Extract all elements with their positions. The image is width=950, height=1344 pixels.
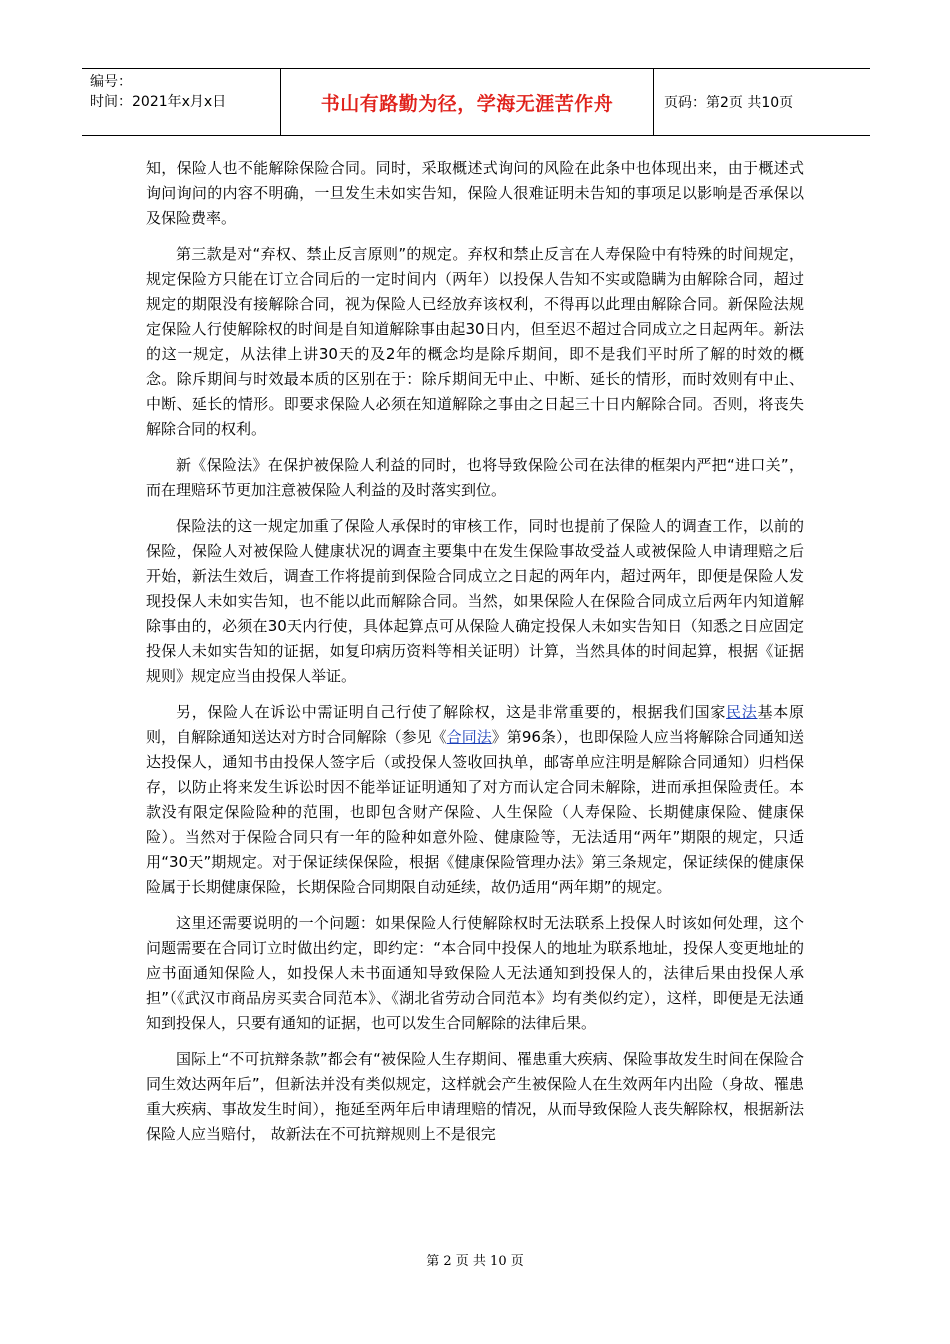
paragraph-6: 这里还需要说明的一个问题：如果保险人行使解除权时无法联系上投保人时该如何处理，这个问题需要在合同订立时做出约定，即约定：“本合同中投保人的地址为联系地址，投保人变更地址的应书面通知保险人，如投保人未书面通知导致保险人无法通知到投保人的，法律后果由投保人承担”（《武汉市商品房买卖合同范本》、《湖北省劳动合同范本》均有类似约定），这样，即便是无法通知到投保人，只要有通知的证据，也可以发生合同解除的法律后果。 bbox=[146, 914, 804, 1032]
header-info bbox=[82, 69, 281, 135]
paragraph-5-text-b: 基本原则，自解除通知送达对方时合同解除（参见《 bbox=[146, 703, 804, 746]
document-time-label: 时间：2021年x月x日 bbox=[90, 94, 227, 110]
page-footer: 第 2 页 共 10 页 bbox=[426, 1254, 524, 1269]
paragraph-7: 国际上“不可抗辩条款”都会有“被保险人生存期间、罹患重大疾病、保险事故发生时间在保险合同生效达两年后”，但新法并没有类似规定，这样就会产生被保险人在生效两年内出险（身故、罹患重大疾病、事故发生时间），拖延至两年后申请理赔的情况，从而导致保险人丧失解除权，根据新法保险人应当赔付， 故新法在不可抗辩规则上不是很完 bbox=[146, 1050, 804, 1143]
paragraph-3: 新《保险法》在保护被保险人利益的同时，也将导致保险公司在法律的框架内严把“进口关”，而在理赔环节更加注意被保险人利益的及时落实到位。 bbox=[146, 456, 804, 499]
page-header bbox=[82, 68, 870, 136]
paragraph-5 bbox=[146, 700, 804, 900]
paragraph-2: 第三款是对“弃权、禁止反言原则”的规定。弃权和禁止反言在人寿保险中有特殊的时间规定，规定保险方只能在订立合同后的一定时间内（两年）以投保人告知不实或隐瞒为由解除合同，超过规定的期限没有接解除合同，视为保险人已经放弃该权利，不得再以此理由解除合同。新保险法规定保险人行使解除权的时间是自知道解除事由起30日内，但至迟不超过合同成立之日起两年。新法的这一规定，从法律上讲30天的及2年的概念均是除斥期间，即不是我们平时所了解的时效的概念。除斥期间与时效最本质的区别在于：除斥期间无中止、中断、延长的情形，而时效则有中止、中断、延长的情形。即要求保险人必须在知道解除之事由之日起三十日内解除合同。否则，将丧失解除合同的权利。 bbox=[146, 245, 804, 438]
paragraph-5-text-a: 另，保险人在诉讼中需证明自己行使了解除权，这是非常重要的，根据我们国家 bbox=[176, 703, 727, 721]
document-body bbox=[146, 156, 804, 1158]
contract-law-link[interactable]: 合同法 bbox=[446, 728, 492, 746]
document-number-label: 编号： bbox=[90, 74, 132, 90]
paragraph-4: 保险法的这一规定加重了保险人承保时的审核工作，同时也提前了保险人的调查工作，以前的保险，保险人对被保险人健康状况的调查主要集中在发生保险事故受益人或被保险人申请理赔之后开始，新法生效后，调查工作将提前到保险合同成立之日起的两年内，超过两年，即便是保险人发现投保人未如实告知，也不能以此而解除合同。当然，如果保险人在保险合同成立后两年内知道解除事由的，必须在30天内行使，具体起算点可从保险人确定投保人未如实告知日（知悉之日应固定投保人未如实告知的证据，如复印病历资料等相关证明）计算，当然具体的时间起算，根据《证据规则》规定应当由投保人举证。 bbox=[146, 517, 804, 685]
header-motto: 书山有路勤为径，学海无涯苦作舟 bbox=[281, 69, 654, 135]
paragraph-5-text-c: 》第96条），也即保险人应当将解除合同通知送达投保人，通知书由投保人签字后（或投保人签收回执单，邮寄单应注明是解除合同通知）归档保存，以防止将来发生诉讼时因不能举证证明通知了对方而认定合同未解除，进而承担保险责任。本款没有限定保险险种的范围，也即包含财产保险、人生保险（人寿保险、长期健康保险、健康保险）。当然对于保险合同只有一年的险种如意外险、健康险等，无法适用“两年”期限的规定，只适用“30天”期规定。对于保证续保保险，根据《健康保险管理办法》第三条规定，保证续保的健康保险属于长期健康保险，长期保险合同期限自动延续，故仍适用“两年期”的规定。 bbox=[146, 728, 804, 896]
paragraph-1: 知，保险人也不能解除保险合同。同时，采取概述式询问的风险在此条中也体现出来，由于概述式询问询问的内容不明确，一旦发生未如实告知，保险人很难证明未告知的事项足以影响是否承保以及保险费率。 bbox=[146, 159, 804, 227]
header-page-number: 页码：第2页 共10页 bbox=[664, 95, 794, 111]
civil-law-link[interactable]: 民法 bbox=[726, 703, 758, 721]
